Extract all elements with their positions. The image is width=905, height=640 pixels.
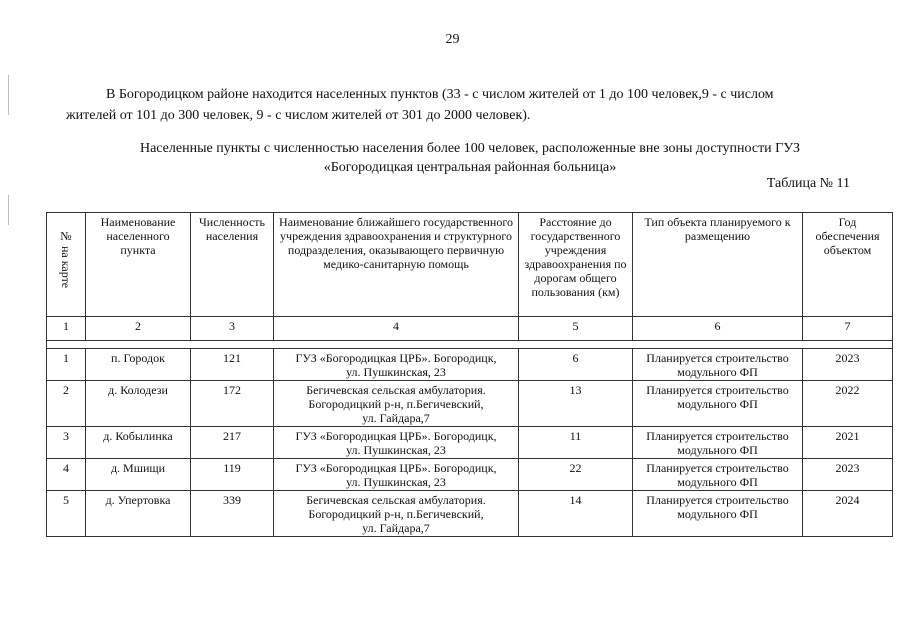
table-row [47, 349, 893, 381]
cell-object-type: Планируется строительство модульного ФП [633, 427, 803, 459]
table-row [47, 491, 893, 537]
header-map-number: № на карте [47, 213, 86, 317]
heading-line-1: Населенные пункты с численностью населения более 100 человек, расположенные вне зоны доступности ГУЗ [139, 141, 801, 156]
cell-distance: 14 [519, 491, 633, 537]
cell-map-number: 5 [47, 491, 86, 537]
cell-map-number: 3 [47, 427, 86, 459]
cell-distance: 22 [519, 459, 633, 491]
intro-line-2: жителей от 101 до 300 человек, 9 - с числом жителей от 301 до 2000 человек). [66, 108, 531, 123]
cell-distance: 6 [519, 349, 633, 381]
cell-institution: Бегичевская сельская амбулатория. Богородицкий р-н, п.Бегичевский, ул. Гайдара,7 [274, 491, 519, 537]
cell-object-type: Планируется строительство модульного ФП [633, 459, 803, 491]
cell-population: 339 [191, 491, 274, 537]
table-row [47, 381, 893, 427]
column-number: 1 [47, 317, 86, 341]
cell-institution: ГУЗ «Богородицкая ЦРБ». Богородицк, ул. Пушкинская, 23 [274, 427, 519, 459]
header-year: Год обеспечения объектом [803, 213, 893, 317]
header-object-type: Тип объекта планируемого к размещению [633, 213, 803, 317]
column-number: 4 [274, 317, 519, 341]
settlements-table [46, 212, 893, 537]
column-number: 7 [803, 317, 893, 341]
cell-year: 2023 [803, 349, 893, 381]
table-heading [100, 139, 840, 177]
table-header-row [47, 213, 893, 317]
column-number: 2 [86, 317, 191, 341]
cell-map-number: 1 [47, 349, 86, 381]
cell-settlement-name: д. Мшищи [86, 459, 191, 491]
scan-edge-mark [8, 75, 9, 115]
cell-map-number: 2 [47, 381, 86, 427]
cell-institution: Бегичевская сельская амбулатория. Богородицкий р-н, п.Бегичевский, ул. Гайдара,7 [274, 381, 519, 427]
cell-year: 2022 [803, 381, 893, 427]
cell-settlement-name: д. Колодези [86, 381, 191, 427]
cell-year: 2024 [803, 491, 893, 537]
cell-institution: ГУЗ «Богородицкая ЦРБ». Богородицк, ул. Пушкинская, 23 [274, 459, 519, 491]
column-number-row [47, 317, 893, 341]
cell-year: 2021 [803, 427, 893, 459]
cell-object-type: Планируется строительство модульного ФП [633, 381, 803, 427]
heading-line-2: «Богородицкая центральная районная больница» [323, 160, 617, 175]
cell-settlement-name: д. Кобылинка [86, 427, 191, 459]
cell-population: 119 [191, 459, 274, 491]
cell-settlement-name: п. Городок [86, 349, 191, 381]
intro-paragraph [66, 84, 856, 126]
cell-population: 217 [191, 427, 274, 459]
table-row [47, 427, 893, 459]
cell-population: 172 [191, 381, 274, 427]
cell-distance: 11 [519, 427, 633, 459]
header-settlement-name: Наименование населенного пункта [86, 213, 191, 317]
column-number: 3 [191, 317, 274, 341]
column-number: 6 [633, 317, 803, 341]
cell-object-type: Планируется строительство модульного ФП [633, 491, 803, 537]
column-number: 5 [519, 317, 633, 341]
cell-settlement-name: д. Упертовка [86, 491, 191, 537]
cell-map-number: 4 [47, 459, 86, 491]
header-institution: Наименование ближайшего государственного учреждения здравоохранения и структурного подразделения, оказывающего первичную медико-санитарную помощь [274, 213, 519, 317]
cell-year: 2023 [803, 459, 893, 491]
cell-object-type: Планируется строительство модульного ФП [633, 349, 803, 381]
cell-institution: ГУЗ «Богородицкая ЦРБ». Богородицк, ул. Пушкинская, 23 [274, 349, 519, 381]
cell-population: 121 [191, 349, 274, 381]
header-population: Численность населения [191, 213, 274, 317]
table-spacer [47, 341, 893, 349]
table-row [47, 459, 893, 491]
header-distance: Расстояние до государственного учреждения здравоохранения по дорогам общего пользования (км) [519, 213, 633, 317]
intro-line-1: В Богородицком районе находится населенных пунктов (33 - с числом жителей от 1 до 100 человек,9 - с числом [106, 87, 774, 102]
cell-distance: 13 [519, 381, 633, 427]
table-label: Таблица № 11 [766, 176, 850, 191]
scan-edge-mark [8, 195, 9, 225]
page-number: 29 [445, 32, 460, 47]
